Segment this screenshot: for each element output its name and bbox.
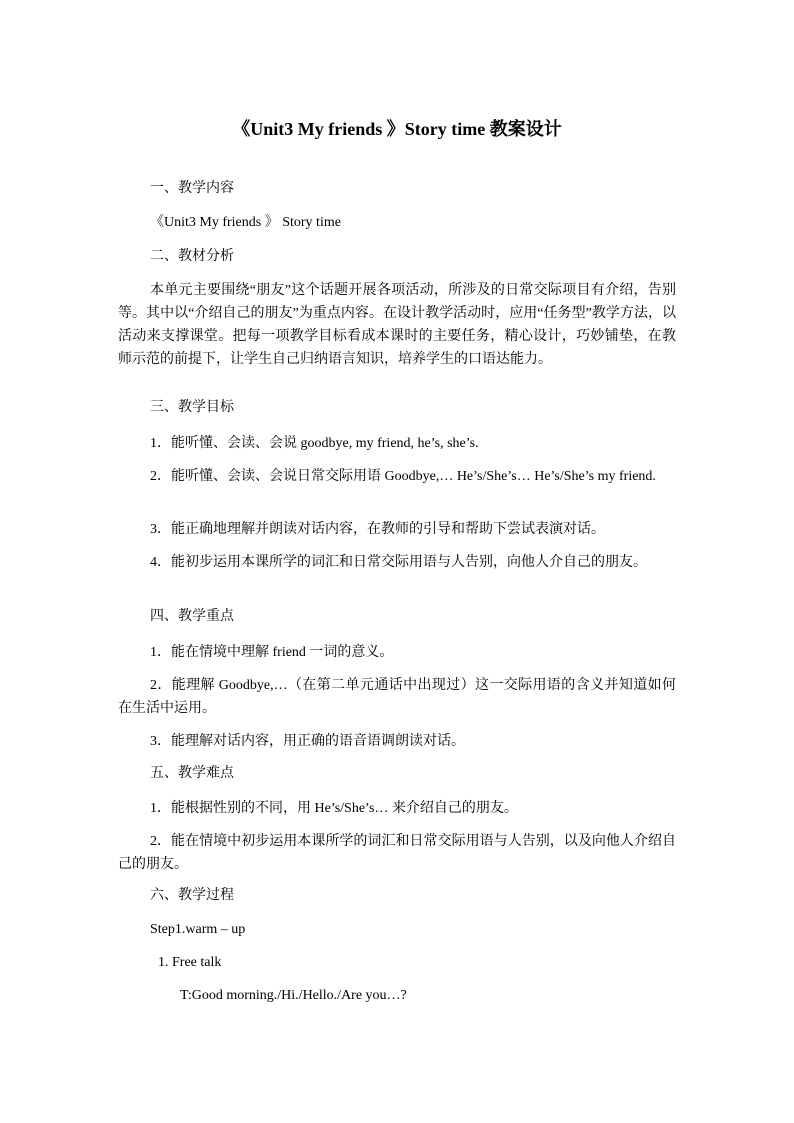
step-heading: Step1.warm – up (150, 922, 246, 937)
section-heading-analysis: 二、教材分析 (150, 249, 234, 264)
objective-item-2: 2．能听懂、会读、会说日常交际用语 Goodbye,… He’s/She’s… He’s/She’s my friend. (150, 469, 656, 484)
section-heading-content: 一、教学内容 (150, 181, 234, 196)
step-item: 1. Free talk (158, 955, 222, 970)
objective-item-4: 4．能初步运用本课所学的词汇和日常交际用语与人告别，向他人介自己的朋友。 (150, 555, 647, 570)
analysis-paragraph: 本单元主要围绕“朋友”这个话题开展各项活动，所涉及的日常交际项目有介绍，告别等。其中以“介绍自己的朋友”为重点内容。在设计教学活动时，应用“任务型”教学方法，以活动来支撑课堂。把每一项教学目标看成本课时的主要任务，精心设计，巧妙铺垫，在教师示范的前提下，让学生自己归纳语言知识，培养学生的口语达能力。 (118, 283, 676, 367)
objective-item-1: 1．能听懂、会读、会说 goodbye, my friend, he’s, she’s. (150, 436, 479, 451)
key-point-item-2: 2．能理解 Goodbye,…（在第二单元通话中出现过）这一交际用语的含义并知道如何在生活中运用。 (118, 678, 676, 716)
difficulty-item-2: 2．能在情境中初步运用本课所学的词汇和日常交际用语与人告别，以及向他人介绍自己的朋友。 (118, 834, 676, 872)
document-title: 《Unit3 My friends 》Story time 教案设计 (232, 119, 562, 139)
section-heading-objectives: 三、教学目标 (150, 400, 234, 415)
key-point-item-1: 1．能在情境中理解 friend 一词的意义。 (150, 645, 394, 660)
section-heading-process: 六、教学过程 (150, 888, 234, 903)
section-heading-key-points: 四、教学重点 (150, 609, 234, 624)
content-line: 《Unit3 My friends 》 Story time (150, 215, 341, 230)
dialogue-line: T:Good morning./Hi./Hello./Are you…? (180, 988, 407, 1003)
difficulty-item-1: 1．能根据性别的不同，用 He’s/She’s… 来介绍自己的朋友。 (150, 801, 518, 816)
section-heading-difficulties: 五、教学难点 (150, 766, 234, 781)
key-point-item-3: 3．能理解对话内容，用正确的语音语调朗读对话。 (150, 734, 465, 749)
objective-item-3: 3．能正确地理解并朗读对话内容，在教师的引导和帮助下尝试表演对话。 (150, 522, 605, 537)
